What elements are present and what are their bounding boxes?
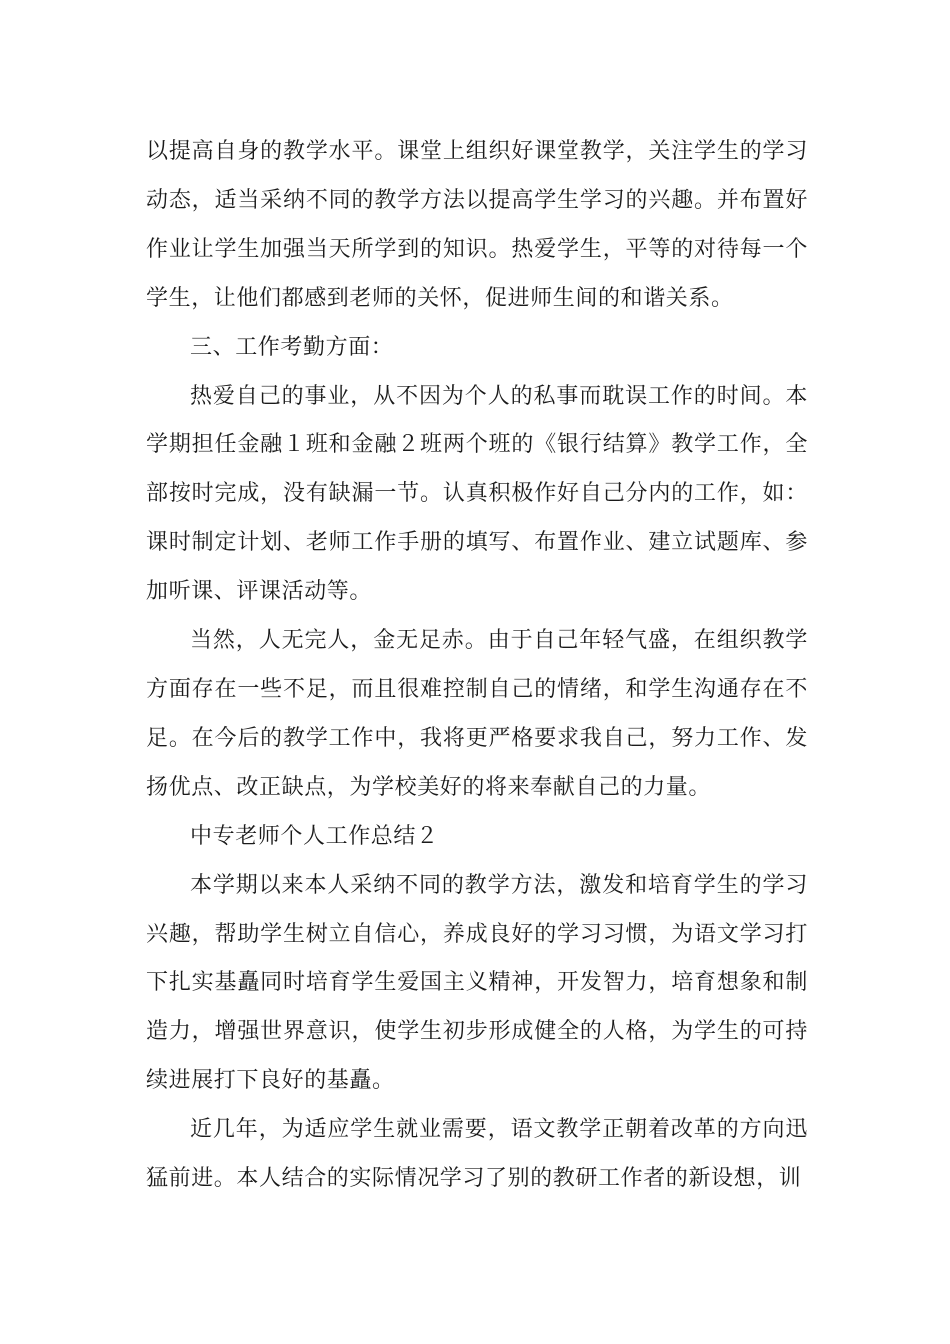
section-title-summary-2: 中专老师个人工作总结２ [190,823,439,849]
document-body [146,128,808,1204]
section-heading-attendance: 三、工作考勤方面： [190,334,394,360]
paragraph-teaching-methods: 本学期以来本人采纳不同的教学方法，激发和培育学生的学习兴趣，帮助学生树立自信心，养成良好的学习习惯，为语文学习打下扎实基矗同时培育学生爱国主义精神，开发智力，培育想象和制造力，增强世界意识，使学生初步形成健全的人格，为学生的可持续进展打下良好的基矗。 [146,872,808,1094]
paragraph-attendance: 热爱自己的事业，从不因为个人的私事而耽误工作的时间。本学期担任金融１班和金融２班两个班的《银行结算》教学工作，全部按时完成，没有缺漏一节。认真积极作好自己分内的工作，如：课时制定计划、老师工作手册的填写、布置作业、建立试题库、参加听课、评课活动等。 [146,383,808,605]
paragraph-shortcomings: 当然，人无完人，金无足赤。由于自己年轻气盛，在组织教学方面存在一些不足，而且很难控制自己的情绪，和学生沟通存在不足。在今后的教学工作中，我将更严格要求我自己，努力工作、发扬优点、改正缺点，为学校美好的将来奉献自己的力量。 [146,628,808,800]
paragraph-continued: 以提高自身的教学水平。课堂上组织好课堂教学，关注学生的学习动态，适当采纳不同的教学方法以提高学生学习的兴趣。并布置好作业让学生加强当天所学到的知识。热爱学生，平等的对待每一个学生，让他们都感到老师的关怀，促进师生间的和谐关系。 [146,139,808,311]
paragraph-reform: 近几年，为适应学生就业需要，语文教学正朝着改革的方向迅猛前进。本人结合的实际情况学习了别的教研工作者的新设想，训 [146,1117,808,1192]
